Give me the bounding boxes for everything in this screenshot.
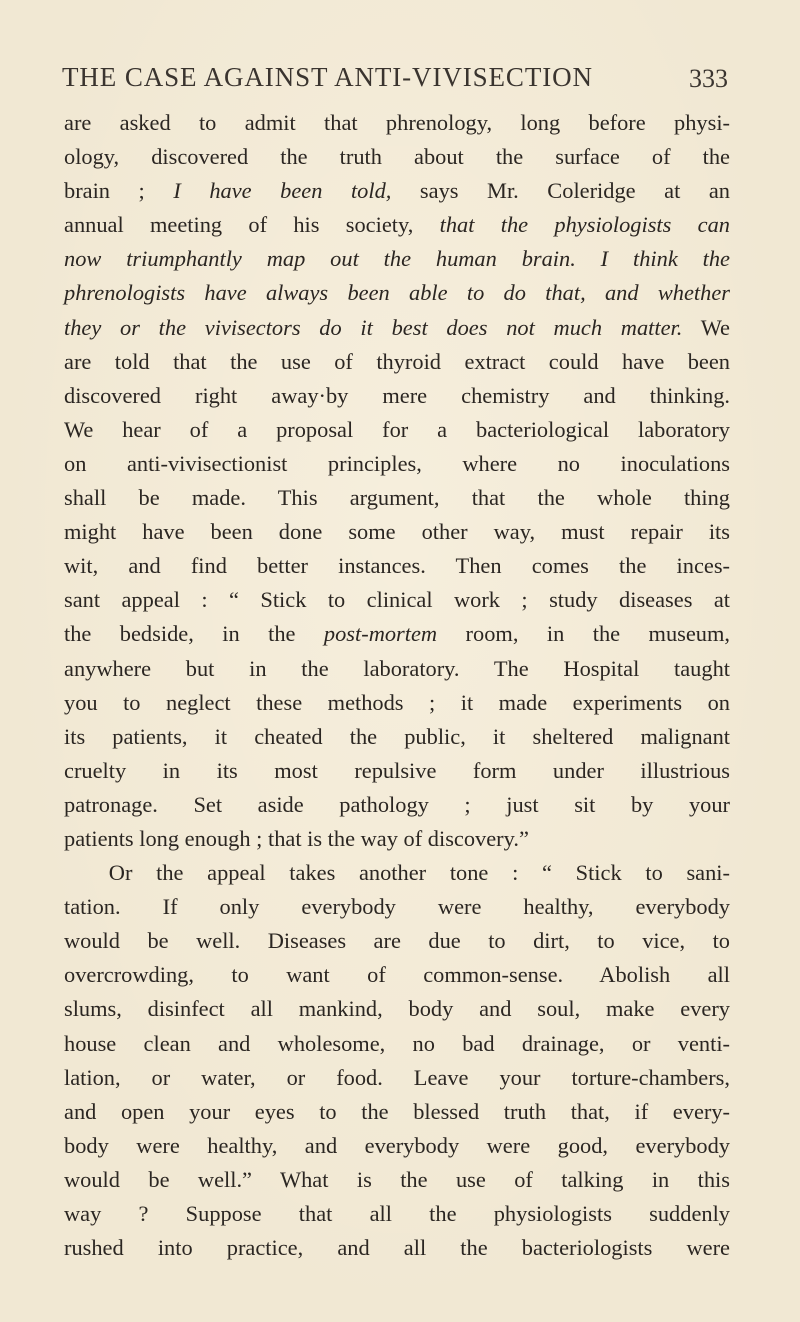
text-line [64, 652, 730, 686]
text-line [64, 345, 730, 379]
text-line [64, 958, 730, 992]
text-run: annual meeting of his society, [64, 212, 440, 238]
text-line [64, 276, 730, 310]
text-line [64, 686, 730, 720]
text-run: are asked to admit that phrenology, long before physi- [64, 110, 730, 135]
text-run: its patients, it cheated the public, it sheltered malignant [64, 723, 730, 749]
text-run: room, in the museum, [437, 621, 730, 647]
text-run: rushed into practice, and all the bacteriologists were [64, 1235, 730, 1261]
text-run: says Mr. Coleridge at an [391, 178, 730, 204]
body-text [64, 106, 730, 1265]
text-line [64, 515, 730, 549]
text-line [64, 1027, 730, 1061]
text-line [64, 481, 730, 515]
running-head-title: THE CASE AGAINST ANTI-VIVISECTION [62, 62, 593, 92]
text-run: lation, or water, or food. Leave your torture-chambers, [64, 1064, 730, 1090]
text-line [64, 1197, 730, 1231]
text-line [64, 890, 730, 924]
text-run: are told that the use of thyroid extract could have been [64, 348, 730, 374]
text-line [64, 447, 730, 481]
text-run: would be well. Diseases are due to dirt, to vice, to [64, 928, 730, 954]
text-run: slums, disinfect all mankind, body and soul, make every [64, 996, 730, 1022]
text-line [64, 174, 730, 208]
text-run: body were healthy, and everybody were good, everybody [64, 1132, 730, 1158]
text-line [64, 1129, 730, 1163]
text-line [64, 720, 730, 754]
text-run: brain ; [64, 178, 174, 204]
text-line [64, 106, 730, 140]
text-run: house clean and wholesome, no bad drainage, or venti- [64, 1030, 730, 1056]
text-run: might have been done some other way, must repair its [64, 519, 730, 545]
text-run: way ? Suppose that all the physiologists suddenly [64, 1201, 730, 1226]
text-run: shall be made. This argument, that the whole thing [64, 485, 730, 511]
text-line [64, 1061, 730, 1095]
text-run: you to neglect these methods ; it made experiments on [64, 689, 730, 715]
text-line [64, 788, 730, 822]
italic-text: now triumphantly map out the human brain. I think the [64, 246, 730, 272]
text-line [64, 583, 730, 617]
text-line [64, 822, 730, 856]
italic-text: that the physiologists can [439, 212, 730, 238]
text-run: wit, and find better instances. Then comes the inces- [64, 553, 730, 579]
text-run: anywhere but in the laboratory. The Hospital taught [64, 655, 730, 681]
text-run: overcrowding, to want of common-sense. Abolish all [64, 962, 730, 988]
text-run: We hear of a proposal for a bacteriological laboratory [64, 416, 730, 442]
text-run: discovered right away·by mere chemistry and thinking. [64, 382, 730, 408]
text-line [64, 140, 730, 174]
text-run: the bedside, in the [64, 621, 324, 647]
page-number: 333 [689, 64, 728, 93]
text-line [64, 924, 730, 958]
running-head [62, 62, 728, 102]
text-run: Or the appeal takes another tone : “ Stick to sani- [64, 860, 730, 886]
text-run: cruelty in its most repulsive form under illustrious [64, 757, 730, 783]
text-line [64, 1163, 730, 1197]
italic-text: I have been told, [173, 178, 392, 204]
text-line [64, 413, 730, 447]
text-line [64, 1095, 730, 1129]
text-line [64, 311, 730, 345]
italic-text: phrenologists have always been able to do that, and whether [64, 280, 730, 306]
text-line [64, 1231, 730, 1265]
text-run: tation. If only everybody were healthy, everybody [64, 894, 730, 920]
text-run: sant appeal : “ Stick to clinical work ; study diseases at [64, 587, 730, 613]
italic-text: post-mortem [323, 621, 438, 647]
text-run: patronage. Set aside pathology ; just sit by your [64, 791, 730, 817]
text-run: We [682, 314, 730, 340]
text-line [64, 379, 730, 413]
text-line [64, 856, 730, 890]
text-run: on anti-vivisectionist principles, where no inoculations [64, 450, 730, 476]
text-line [64, 754, 730, 788]
text-line [64, 208, 730, 242]
text-run: ology, discovered the truth about the surface of the [64, 144, 730, 170]
text-line [64, 242, 730, 276]
text-run: patients long enough ; that is the way of discovery.” [64, 825, 529, 851]
text-line [64, 992, 730, 1026]
text-line [64, 617, 730, 651]
text-run: would be well.” What is the use of talking in this [64, 1166, 730, 1192]
italic-text: they or the vivisectors do it best does not much matter. [64, 314, 683, 340]
text-line [64, 549, 730, 583]
text-run: and open your eyes to the blessed truth that, if every- [64, 1098, 730, 1124]
